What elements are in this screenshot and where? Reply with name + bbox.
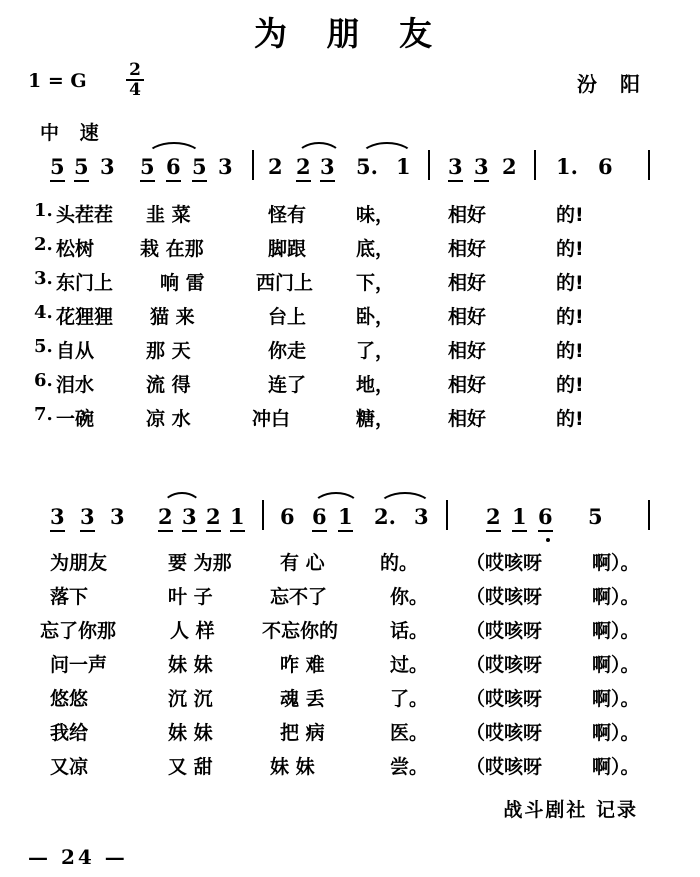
note-group-5-2: 3 <box>474 154 489 182</box>
note-group-4-2: 1 <box>396 154 411 179</box>
barline-3 <box>534 150 536 180</box>
note-group-6-2: 6 <box>598 154 613 179</box>
note-group-1-1: 5 <box>50 154 65 182</box>
barline-6 <box>446 500 448 530</box>
note-group-8-3: 2 <box>206 504 221 532</box>
lyric-cell: （哎咳呀 <box>466 654 543 676</box>
lyric-line <box>0 302 700 336</box>
lyric-cell: 台上 <box>268 306 307 328</box>
lyric-cell: 忘了你那 <box>40 620 117 642</box>
lyric-cell: 响 雷 <box>160 272 205 294</box>
note-group-11-1: 2 <box>486 504 501 532</box>
lyric-line <box>0 404 700 438</box>
note-group-11-4: 5 <box>588 504 603 529</box>
lyric-cell: 相好 <box>448 272 487 294</box>
lyric-cell: 东门上 <box>56 272 114 294</box>
note-group-2-4: 3 <box>218 154 233 179</box>
lyric-cell: 又凉 <box>50 756 89 778</box>
time-signature-numerator: 2 <box>129 60 141 80</box>
lyric-line <box>0 268 700 302</box>
verse-number: 6. <box>34 370 53 391</box>
lyric-cell: 有 心 <box>280 552 325 574</box>
barline-4 <box>648 150 650 180</box>
lyric-cell: 悠悠 <box>50 688 89 710</box>
lyric-cell: 相好 <box>448 238 487 260</box>
lyric-cell: 底， <box>356 238 395 260</box>
lyric-cell: 冲白 <box>252 408 291 430</box>
lyric-cell: （哎咳呀 <box>466 620 543 642</box>
lyric-cell: 妹 妹 <box>270 756 315 778</box>
lyric-cell: 味， <box>356 204 395 226</box>
lyric-cell: 为朋友 <box>50 552 108 574</box>
staccato-dot <box>546 538 550 542</box>
lyric-cell: 我给 <box>50 722 89 744</box>
lyrics-block-2 <box>0 548 700 786</box>
note-group-8-1: 2 <box>158 504 173 532</box>
lyric-cell: （哎咳呀 <box>466 586 543 608</box>
lyrics-block-1 <box>0 200 700 438</box>
lyric-cell: 西门上 <box>256 272 314 294</box>
note-group-7-1: 3 <box>50 504 65 532</box>
note-group-9-3: 1 <box>338 504 353 532</box>
region-label: 汾 阳 <box>577 72 648 96</box>
lyric-cell: 不忘你的 <box>262 620 339 642</box>
lyric-cell: 脚跟 <box>268 238 307 260</box>
note-group-5-3: 2 <box>502 154 517 179</box>
lyric-cell: 相好 <box>448 340 487 362</box>
lyric-cell: 啊）。 <box>592 620 640 642</box>
tempo-label: 中 速 <box>40 122 106 144</box>
note-group-11-3: 6 <box>538 504 553 532</box>
notation-row-1 <box>0 150 700 190</box>
barline-7 <box>648 500 650 530</box>
note-group-1-2: 5 <box>74 154 89 182</box>
barline-1 <box>252 150 254 180</box>
lyric-cell: 啊）。 <box>592 722 640 744</box>
lyric-cell: 啊）。 <box>592 654 640 676</box>
lyric-cell: 相好 <box>448 374 487 396</box>
lyric-cell: 下， <box>356 272 395 294</box>
lyric-cell: 连了 <box>268 374 307 396</box>
note-group-8-2: 3 <box>182 504 197 532</box>
lyric-line <box>0 234 700 268</box>
note-group-7-3: 3 <box>110 504 125 529</box>
lyric-cell: 啊）。 <box>592 552 640 574</box>
lyric-cell: 沉 沉 <box>168 688 213 710</box>
lyric-cell: 相好 <box>448 408 487 430</box>
lyric-cell: 的! <box>556 272 584 294</box>
lyric-cell: 自从 <box>56 340 95 362</box>
lyric-cell: 的! <box>556 374 584 396</box>
lyric-cell: 妹 妹 <box>168 654 213 676</box>
lyric-cell: 要 为那 <box>168 552 232 574</box>
note-group-2-2: 6 <box>166 154 181 182</box>
lyric-cell: （哎咳呀 <box>466 552 543 574</box>
note-group-3-1: 2 <box>268 154 283 179</box>
lyric-cell: （哎咳呀 <box>466 722 543 744</box>
lyric-cell: 落下 <box>50 586 89 608</box>
verse-number: 7. <box>34 404 53 425</box>
lyric-cell: 魂 丢 <box>280 688 325 710</box>
lyric-cell: 糖， <box>356 408 395 430</box>
lyric-cell: 的! <box>556 238 584 260</box>
lyric-cell: 妹 妹 <box>168 722 213 744</box>
lyric-cell: 那 天 <box>146 340 191 362</box>
note-group-2-1: 5 <box>140 154 155 182</box>
lyric-line <box>0 718 700 752</box>
credit-label: 战斗剧社 记录 <box>503 799 638 821</box>
lyric-cell: 头茬茬 <box>56 204 114 226</box>
note-group-10-2: 3 <box>414 504 429 529</box>
lyric-cell: 凉 水 <box>146 408 191 430</box>
lyric-cell: 忘不了 <box>270 586 328 608</box>
key-signature: 1 = G <box>28 70 87 92</box>
lyric-cell: 的! <box>556 306 584 328</box>
lyric-cell: 卧， <box>356 306 395 328</box>
verse-number: 4. <box>34 302 53 323</box>
system-2 <box>0 500 700 540</box>
lyric-cell: 你。 <box>390 586 429 608</box>
note-group-9-2: 6 <box>312 504 327 532</box>
time-signature-denominator: 4 <box>129 80 141 100</box>
time-signature <box>122 62 148 98</box>
lyric-cell: 松树 <box>56 238 95 260</box>
lyric-cell: 问一声 <box>50 654 108 676</box>
lyric-line <box>0 684 700 718</box>
lyric-cell: （哎咳呀 <box>466 756 543 778</box>
lyric-cell: 泪水 <box>56 374 95 396</box>
verse-number: 1. <box>34 200 53 221</box>
lyric-line <box>0 650 700 684</box>
lyric-cell: 咋 难 <box>280 654 325 676</box>
lyric-cell: 过。 <box>390 654 429 676</box>
lyric-cell: 一碗 <box>56 408 95 430</box>
lyric-cell: 话。 <box>390 620 429 642</box>
lyric-cell: 啊）。 <box>592 688 640 710</box>
lyric-cell: 你走 <box>268 340 307 362</box>
lyric-cell: 栽 在那 <box>140 238 204 260</box>
lyric-line <box>0 616 700 650</box>
note-group-1-3: 3 <box>100 154 115 179</box>
lyric-cell: 的。 <box>380 552 419 574</box>
lyric-cell: 医。 <box>390 722 429 744</box>
system-1 <box>0 150 700 190</box>
lyric-cell: 啊）。 <box>592 756 640 778</box>
notation-row-2 <box>0 500 700 540</box>
lyric-cell: 的! <box>556 204 584 226</box>
lyric-cell: 地， <box>356 374 395 396</box>
lyric-cell: 流 得 <box>146 374 191 396</box>
lyric-cell: 相好 <box>448 204 487 226</box>
verse-number: 2. <box>34 234 53 255</box>
note-group-7-2: 3 <box>80 504 95 532</box>
note-group-3-3: 3 <box>320 154 335 182</box>
lyric-cell: 猫 来 <box>150 306 195 328</box>
note-group-11-2: 1 <box>512 504 527 532</box>
lyric-cell: 叶 子 <box>168 586 213 608</box>
lyric-cell: 了。 <box>390 688 429 710</box>
note-group-10-1: 2. <box>374 504 396 529</box>
page-title: 为 朋 友 <box>254 14 446 53</box>
lyric-line <box>0 200 700 234</box>
lyric-cell: 又 甜 <box>168 756 213 778</box>
lyric-line <box>0 582 700 616</box>
note-group-5-1: 3 <box>448 154 463 182</box>
page-number: — 24 — <box>28 845 128 869</box>
lyric-cell: 啊）。 <box>592 586 640 608</box>
lyric-cell: 韭 菜 <box>146 204 191 226</box>
lyric-cell: 花狸狸 <box>56 306 114 328</box>
note-group-4-1: 5. <box>356 154 378 179</box>
lyric-cell: （哎咳呀 <box>466 688 543 710</box>
barline-5 <box>262 500 264 530</box>
lyric-cell: 怪有 <box>268 204 307 226</box>
verse-number: 3. <box>34 268 53 289</box>
note-group-6-1: 1. <box>556 154 578 179</box>
lyric-line <box>0 752 700 786</box>
verse-number: 5. <box>34 336 53 357</box>
lyric-line <box>0 370 700 404</box>
lyric-cell: 尝。 <box>390 756 429 778</box>
note-group-8-4: 1 <box>230 504 245 532</box>
lyric-line <box>0 336 700 370</box>
lyric-cell: 把 病 <box>280 722 325 744</box>
lyric-cell: 人 样 <box>170 620 215 642</box>
lyric-cell: 相好 <box>448 306 487 328</box>
note-group-9-1: 6 <box>280 504 295 529</box>
lyric-cell: 了， <box>356 340 395 362</box>
lyric-line <box>0 548 700 582</box>
note-group-3-2: 2 <box>296 154 311 182</box>
lyric-cell: 的! <box>556 340 584 362</box>
note-group-2-3: 5 <box>192 154 207 182</box>
lyric-cell: 的! <box>556 408 584 430</box>
barline-2 <box>428 150 430 180</box>
